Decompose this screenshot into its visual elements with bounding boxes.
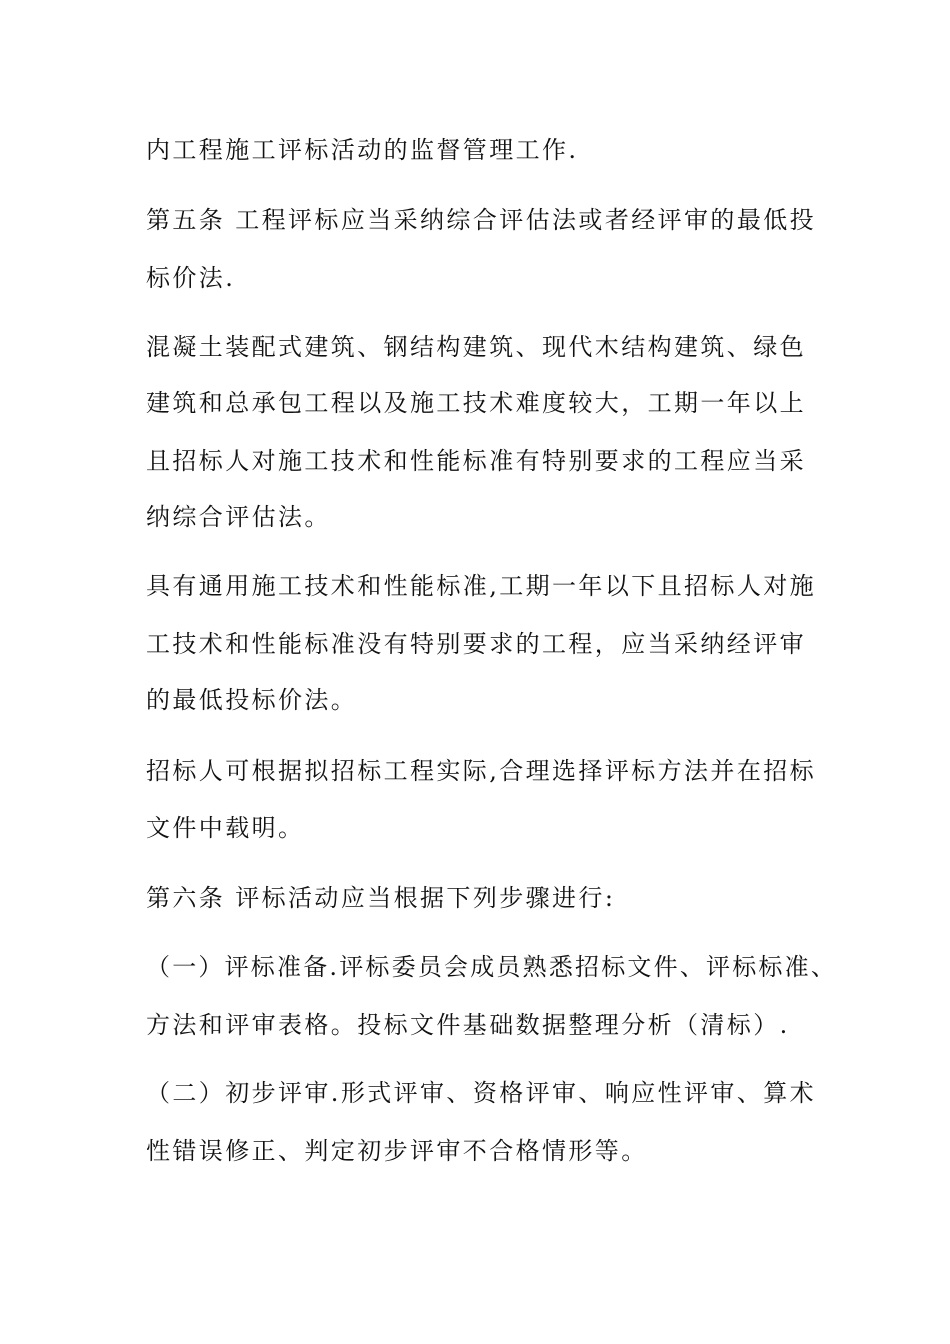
paragraph-4-line-3: 的最低投标价法。 <box>146 686 358 714</box>
paragraph-7-line-1: （一）评标准备.评标委员会成员熟悉招标文件、评标标准、 <box>146 953 838 981</box>
paragraph-5-line-1: 招标人可根据拟招标工程实际,合理选择评标方法并在招标 <box>146 757 817 785</box>
paragraph-7-line-2: 方法和评审表格。投标文件基础数据整理分析（清标）. <box>146 1011 790 1039</box>
paragraph-2-line-2: 标价法. <box>146 264 236 292</box>
paragraph-6-line-1: 第六条 评标活动应当根据下列步骤进行: <box>146 884 616 912</box>
paragraph-4-line-1: 具有通用施工技术和性能标准,工期一年以下且招标人对施 <box>146 572 817 600</box>
paragraph-8-line-1: （二）初步评审.形式评审、资格评审、响应性评审、算术 <box>146 1079 817 1107</box>
paragraph-2-line-1: 第五条 工程评标应当采纳综合评估法或者经评审的最低投 <box>146 206 817 234</box>
paragraph-3-line-3: 且招标人对施工技术和性能标准有特别要求的工程应当采 <box>146 447 806 475</box>
paragraph-4-line-2: 工技术和性能标准没有特别要求的工程，应当采纳经评审 <box>146 630 806 658</box>
paragraph-1-line-1: 内工程施工评标活动的监督管理工作. <box>146 136 579 164</box>
paragraph-3-line-1: 混凝土装配式建筑、钢结构建筑、现代木结构建筑、绿色 <box>146 333 806 361</box>
paragraph-3-line-2: 建筑和总承包工程以及施工技术难度较大，工期一年以上 <box>146 389 806 417</box>
paragraph-8-line-2: 性错误修正、判定初步评审不合格情形等。 <box>146 1137 648 1165</box>
paragraph-5-line-2: 文件中载明。 <box>146 814 305 842</box>
paragraph-3-line-4: 纳综合评估法。 <box>146 503 331 531</box>
